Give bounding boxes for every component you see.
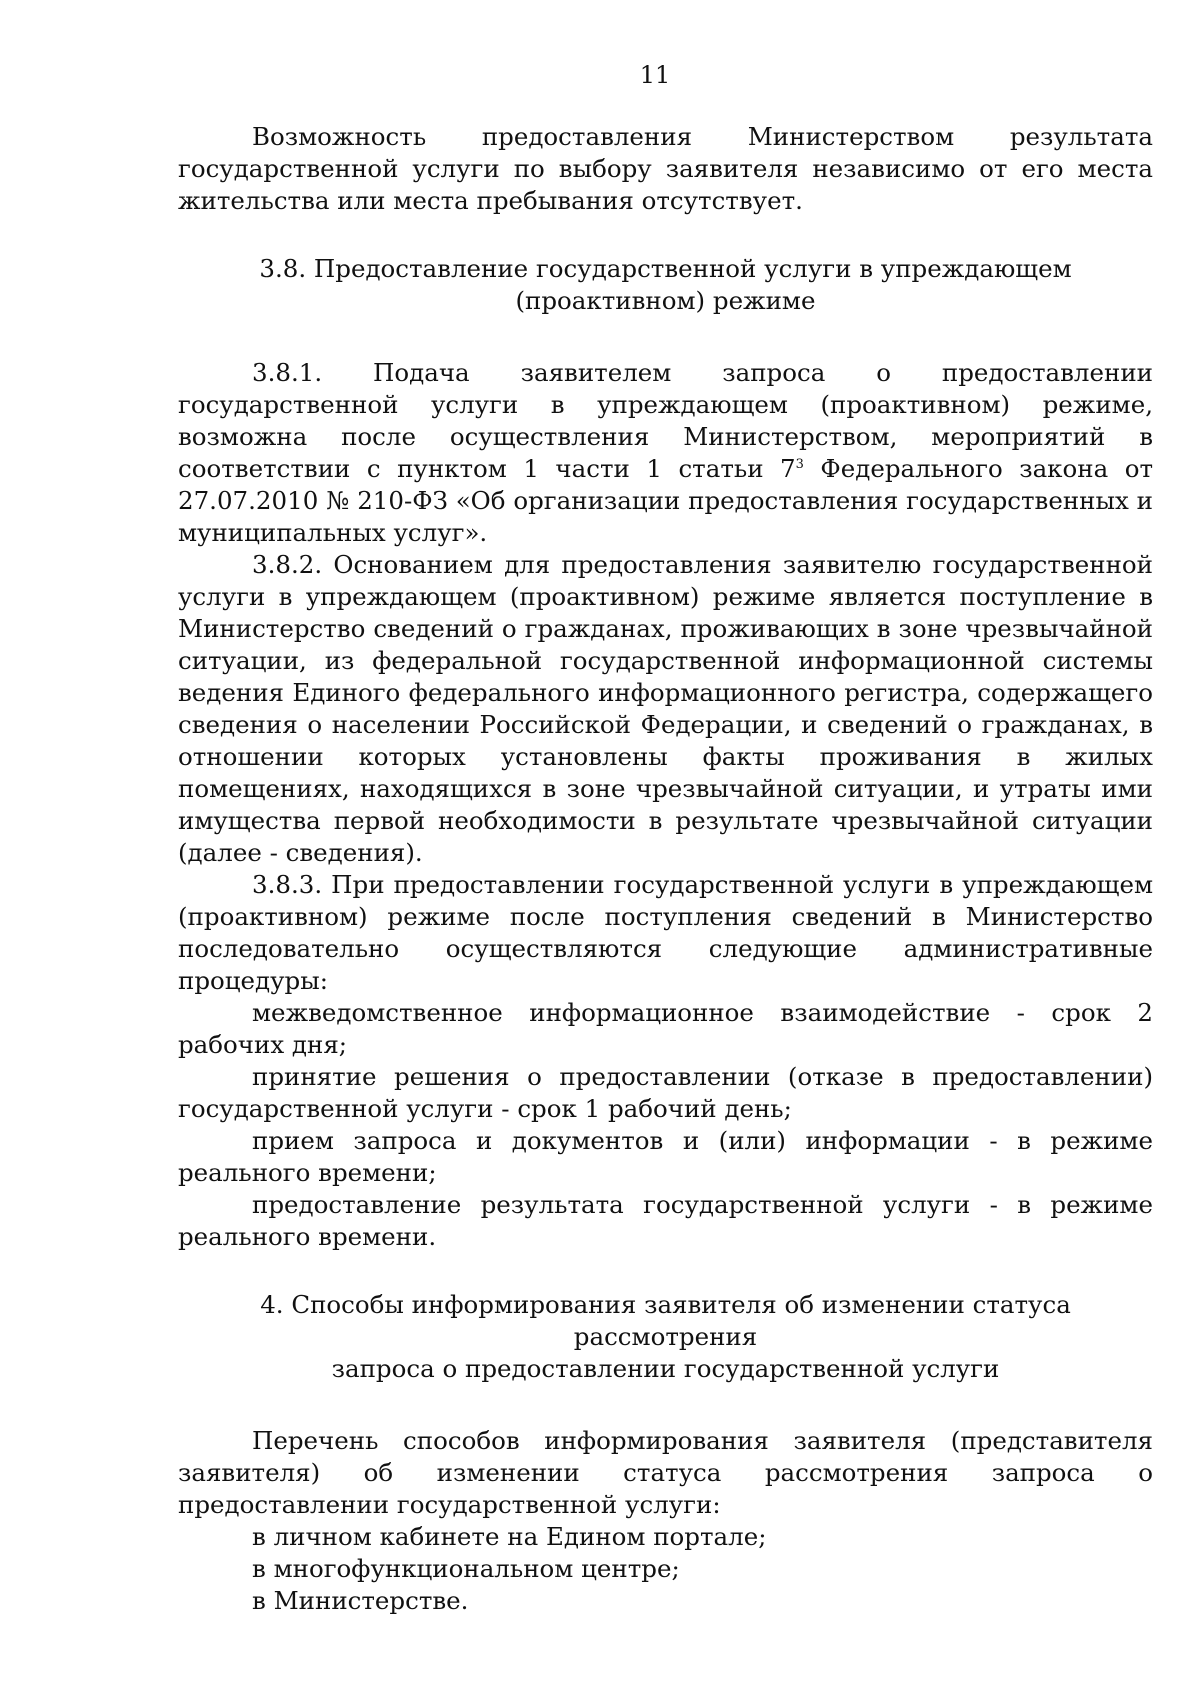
procedure-item: предоставление результата государственной услуги - в режиме реального времени. <box>178 1190 1153 1251</box>
section-4-heading-line1: 4. Способы информирования заявителя об изменении статуса рассмотрения <box>260 1290 1071 1351</box>
method-item: в личном кабинете на Едином портале; <box>252 1522 767 1551</box>
section-4-heading <box>178 1289 1153 1385</box>
page-number: 11 <box>639 61 671 89</box>
paragraph-3-8-1 <box>178 357 1153 549</box>
intro-paragraph: Возможность предоставления Министерством результата государственной услуги по выбору заявителя независимо от его места жительства или места пребывания отсутствует. <box>178 122 1153 215</box>
procedure-item: межведомственное информационное взаимодействие - срок 2 рабочих дня; <box>178 998 1153 1059</box>
section-3-8-heading: 3.8. Предоставление государственной услуги в упреждающем (проактивном) режиме <box>259 254 1072 315</box>
superscript-mark: 3 <box>795 457 804 472</box>
paragraph-3-8-2: 3.8.2. Основанием для предоставления заявителю государственной услуги в упреждающем (проактивном) режиме является поступление в Министерство сведений о гражданах, проживающих в зоне чрезвычайной ситуации, из федеральной государственной информационной системы ведения Единого федерального информационного регистра, содержащего сведения о населении Российской Федерации, и сведений о гражданах, в отношении которых установлены факты проживания в жилых помещениях, находящихся в зоне чрезвычайной ситуации, и утраты ими имущества первой необходимости в результате чрезвычайной ситуации (далее - сведения). <box>178 550 1153 867</box>
section-4-intro: Перечень способов информирования заявителя (представителя заявителя) об изменении статуса рассмотрения запроса о предоставлении государственной услуги: <box>178 1426 1153 1519</box>
procedure-item: принятие решения о предоставлении (отказе в предоставлении) государственной услуги - срок 1 рабочий день; <box>178 1062 1153 1123</box>
document-body <box>178 121 1153 1617</box>
method-item: в многофункциональном центре; <box>252 1554 680 1583</box>
paragraph-3-8-1-text: 3.8.1. Подача заявителем запроса о предоставлении государственной услуги в упреждающем (проактивном) режиме, возможна после осуществления Министерством, мероприятий в соответствии с пунктом 1 части 1 статьи 7 <box>178 358 1153 483</box>
paragraph-3-8-1-text-cont: Федерального закона от 27.07.2010 № 210-ФЗ «Об организации предоставления государственных и муниципальных услуг». <box>178 454 1153 547</box>
method-item: в Министерстве. <box>252 1586 469 1615</box>
procedure-item: прием запроса и документов и (или) информации - в режиме реального времени; <box>178 1126 1153 1187</box>
paragraph-3-8-3: 3.8.3. При предоставлении государственной услуги в упреждающем (проактивном) режиме после поступления сведений в Министерство последовательно осуществляются следующие административные процедуры: <box>178 870 1153 995</box>
section-4-heading-line2: запроса о предоставлении государственной услуги <box>331 1354 1000 1383</box>
